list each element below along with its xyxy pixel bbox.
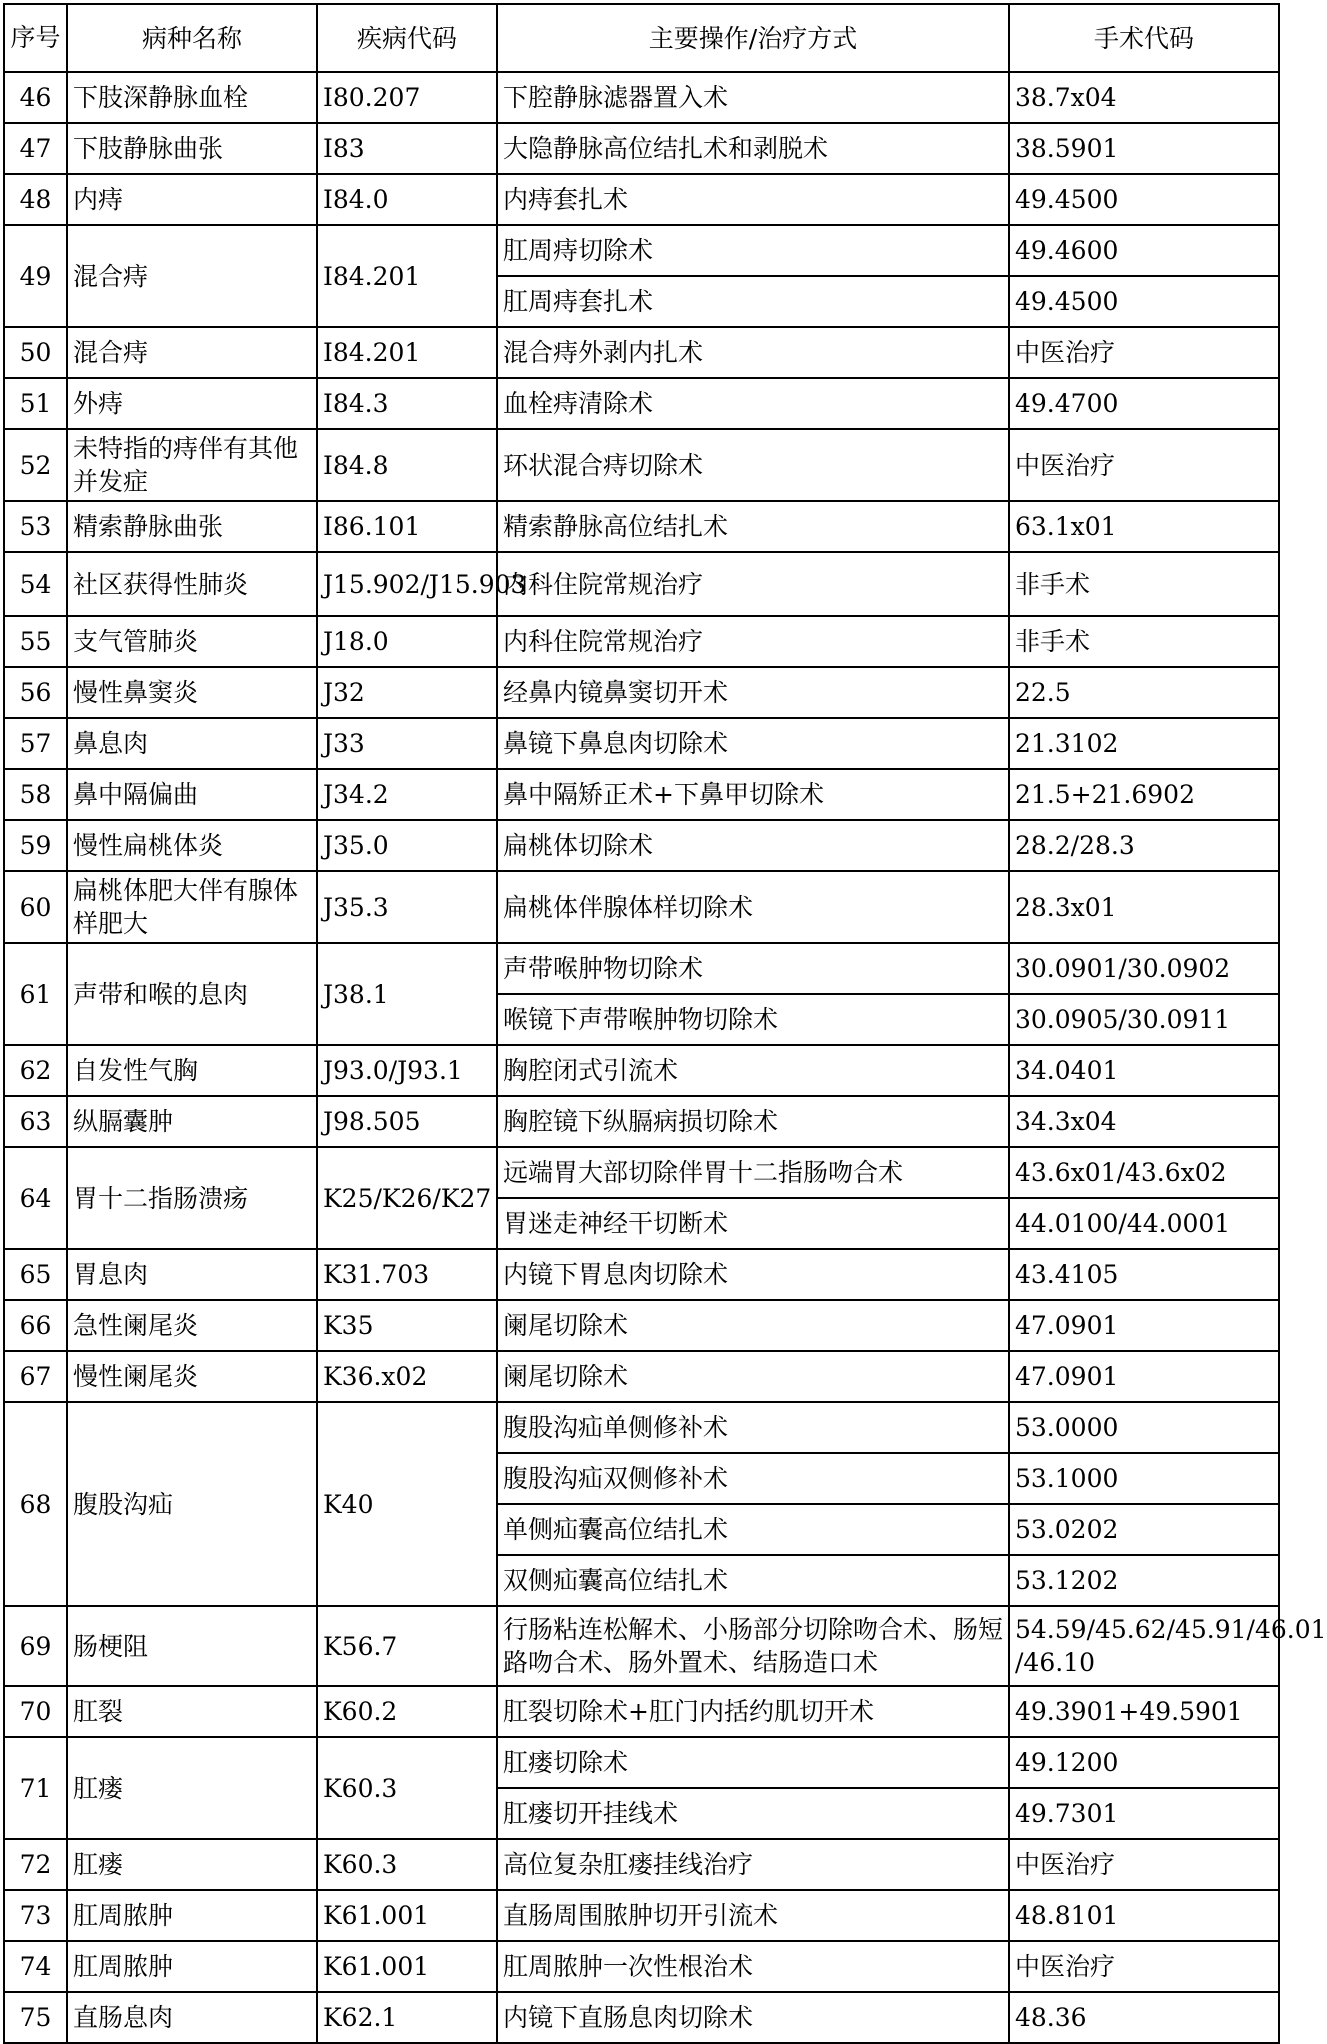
header-disease-name: 病种名称 xyxy=(67,4,317,72)
operation-code: 28.2/28.3 xyxy=(1009,820,1279,871)
procedure-method: 直肠周围脓肿切开引流术 xyxy=(497,1890,1009,1941)
operation-code: 47.0901 xyxy=(1009,1351,1279,1402)
disease-name: 自发性气胸 xyxy=(67,1045,317,1096)
procedure-method: 阑尾切除术 xyxy=(497,1300,1009,1351)
procedure-method: 鼻中隔矫正术+下鼻甲切除术 xyxy=(497,769,1009,820)
disease-name: 混合痔 xyxy=(67,327,317,378)
procedure-method: 声带喉肿物切除术 xyxy=(497,943,1009,994)
disease-code: K56.7 xyxy=(317,1606,497,1686)
procedure-method: 扁桃体伴腺体样切除术 xyxy=(497,871,1009,943)
table-row xyxy=(4,123,1279,174)
disease-name: 胃十二指肠溃疡 xyxy=(67,1147,317,1249)
table-row xyxy=(4,1941,1279,1992)
operation-code: 53.1000 xyxy=(1009,1453,1279,1504)
disease-code: J35.3 xyxy=(317,871,497,943)
disease-name: 扁桃体肥大伴有腺体样肥大 xyxy=(67,871,317,943)
operation-code: 中医治疗 xyxy=(1009,1839,1279,1890)
disease-name: 声带和喉的息肉 xyxy=(67,943,317,1045)
operation-code: 49.4500 xyxy=(1009,276,1279,327)
procedure-method: 血栓痔清除术 xyxy=(497,378,1009,429)
disease-name: 精索静脉曲张 xyxy=(67,501,317,552)
table-row xyxy=(4,769,1279,820)
row-number: 49 xyxy=(4,225,67,327)
procedure-method: 肛瘘切除术 xyxy=(497,1737,1009,1788)
row-number: 66 xyxy=(4,1300,67,1351)
operation-code: 中医治疗 xyxy=(1009,1941,1279,1992)
disease-code: J34.2 xyxy=(317,769,497,820)
operation-code: 21.3102 xyxy=(1009,718,1279,769)
table-row xyxy=(4,1096,1279,1147)
row-number: 67 xyxy=(4,1351,67,1402)
disease-code: J93.0/J93.1 xyxy=(317,1045,497,1096)
procedure-method: 扁桃体切除术 xyxy=(497,820,1009,871)
disease-procedure-table xyxy=(3,3,1327,2044)
table-row xyxy=(4,1839,1279,1890)
disease-name: 肛周脓肿 xyxy=(67,1890,317,1941)
procedure-method: 胃迷走神经干切断术 xyxy=(497,1198,1009,1249)
operation-code: 中医治疗 xyxy=(1009,327,1279,378)
operation-code: 38.5901 xyxy=(1009,123,1279,174)
procedure-method: 内科住院常规治疗 xyxy=(497,552,1009,616)
operation-code: 49.4500 xyxy=(1009,174,1279,225)
table-row xyxy=(4,552,1279,616)
table-row xyxy=(4,72,1279,123)
procedure-method: 远端胃大部切除伴胃十二指肠吻合术 xyxy=(497,1147,1009,1198)
disease-name: 腹股沟疝 xyxy=(67,1402,317,1606)
disease-name: 鼻中隔偏曲 xyxy=(67,769,317,820)
row-number: 65 xyxy=(4,1249,67,1300)
table-row xyxy=(4,1992,1279,2043)
procedure-method: 内科住院常规治疗 xyxy=(497,616,1009,667)
row-number: 54 xyxy=(4,552,67,616)
table-row xyxy=(4,943,1279,994)
disease-name: 支气管肺炎 xyxy=(67,616,317,667)
disease-name: 鼻息肉 xyxy=(67,718,317,769)
disease-name: 急性阑尾炎 xyxy=(67,1300,317,1351)
procedure-method: 胸腔闭式引流术 xyxy=(497,1045,1009,1096)
operation-code: 30.0901/30.0902 xyxy=(1009,943,1279,994)
disease-name: 下肢深静脉血栓 xyxy=(67,72,317,123)
table-row xyxy=(4,820,1279,871)
table-row xyxy=(4,1737,1279,1788)
operation-code: 53.0202 xyxy=(1009,1504,1279,1555)
row-number: 46 xyxy=(4,72,67,123)
row-number: 75 xyxy=(4,1992,67,2043)
row-number: 61 xyxy=(4,943,67,1045)
disease-code: J15.902/J15.903 xyxy=(317,552,497,616)
disease-code: K61.001 xyxy=(317,1890,497,1941)
disease-name: 慢性扁桃体炎 xyxy=(67,820,317,871)
procedure-method: 鼻镜下鼻息肉切除术 xyxy=(497,718,1009,769)
table-row xyxy=(4,1686,1279,1737)
table-row xyxy=(4,429,1279,501)
operation-code: 63.1x01 xyxy=(1009,501,1279,552)
operation-code: 47.0901 xyxy=(1009,1300,1279,1351)
procedure-method: 经鼻内镜鼻窦切开术 xyxy=(497,667,1009,718)
disease-code: I80.207 xyxy=(317,72,497,123)
procedure-method: 单侧疝囊高位结扎术 xyxy=(497,1504,1009,1555)
row-number: 47 xyxy=(4,123,67,174)
disease-code: K35 xyxy=(317,1300,497,1351)
procedure-method: 阑尾切除术 xyxy=(497,1351,1009,1402)
operation-code: 54.59/45.62/45.91/46.01 /46.10 xyxy=(1009,1606,1279,1686)
operation-code: 34.3x04 xyxy=(1009,1096,1279,1147)
operation-code: 30.0905/30.0911 xyxy=(1009,994,1279,1045)
disease-name: 肠梗阻 xyxy=(67,1606,317,1686)
row-number: 53 xyxy=(4,501,67,552)
row-number: 58 xyxy=(4,769,67,820)
disease-code: I83 xyxy=(317,123,497,174)
row-number: 72 xyxy=(4,1839,67,1890)
header-no: 序号 xyxy=(4,4,67,72)
procedure-method: 肛周痔切除术 xyxy=(497,225,1009,276)
table-row xyxy=(4,174,1279,225)
procedure-method: 腹股沟疝双侧修补术 xyxy=(497,1453,1009,1504)
header-row xyxy=(4,4,1279,72)
row-number: 59 xyxy=(4,820,67,871)
table-row xyxy=(4,667,1279,718)
row-number: 71 xyxy=(4,1737,67,1839)
disease-code: I84.0 xyxy=(317,174,497,225)
table-row xyxy=(4,225,1279,276)
operation-code: 49.7301 xyxy=(1009,1788,1279,1839)
disease-name: 肛周脓肿 xyxy=(67,1941,317,1992)
operation-code: 38.7x04 xyxy=(1009,72,1279,123)
operation-code: 53.1202 xyxy=(1009,1555,1279,1606)
row-number: 68 xyxy=(4,1402,67,1606)
procedure-method: 大隐静脉高位结扎术和剥脱术 xyxy=(497,123,1009,174)
disease-code: J32 xyxy=(317,667,497,718)
table-row xyxy=(4,501,1279,552)
disease-name: 混合痔 xyxy=(67,225,317,327)
row-number: 73 xyxy=(4,1890,67,1941)
operation-code: 44.0100/44.0001 xyxy=(1009,1198,1279,1249)
row-number: 50 xyxy=(4,327,67,378)
operation-code: 49.4600 xyxy=(1009,225,1279,276)
operation-code: 48.8101 xyxy=(1009,1890,1279,1941)
operation-code: 22.5 xyxy=(1009,667,1279,718)
row-number: 70 xyxy=(4,1686,67,1737)
disease-name: 肛瘘 xyxy=(67,1839,317,1890)
procedure-method: 腹股沟疝单侧修补术 xyxy=(497,1402,1009,1453)
disease-code: J18.0 xyxy=(317,616,497,667)
procedure-method: 双侧疝囊高位结扎术 xyxy=(497,1555,1009,1606)
operation-code: 非手术 xyxy=(1009,616,1279,667)
header-disease-code: 疾病代码 xyxy=(317,4,497,72)
table-row xyxy=(4,1890,1279,1941)
disease-code: K60.3 xyxy=(317,1839,497,1890)
operation-code: 48.36 xyxy=(1009,1992,1279,2043)
disease-name: 外痔 xyxy=(67,378,317,429)
procedure-method: 环状混合痔切除术 xyxy=(497,429,1009,501)
disease-code: J35.0 xyxy=(317,820,497,871)
row-number: 52 xyxy=(4,429,67,501)
header-procedure: 主要操作/治疗方式 xyxy=(497,4,1009,72)
row-number: 57 xyxy=(4,718,67,769)
disease-code: K40 xyxy=(317,1402,497,1606)
table-row xyxy=(4,378,1279,429)
procedure-method: 肛裂切除术+肛门内括约肌切开术 xyxy=(497,1686,1009,1737)
operation-code: 49.4700 xyxy=(1009,378,1279,429)
disease-name: 纵膈囊肿 xyxy=(67,1096,317,1147)
procedure-method: 肛周脓肿一次性根治术 xyxy=(497,1941,1009,1992)
disease-name: 未特指的痔伴有其他并发症 xyxy=(67,429,317,501)
disease-code: K60.3 xyxy=(317,1737,497,1839)
row-number: 64 xyxy=(4,1147,67,1249)
operation-code: 21.5+21.6902 xyxy=(1009,769,1279,820)
row-number: 63 xyxy=(4,1096,67,1147)
row-number: 48 xyxy=(4,174,67,225)
disease-code: I86.101 xyxy=(317,501,497,552)
disease-name: 慢性鼻窦炎 xyxy=(67,667,317,718)
table-row xyxy=(4,616,1279,667)
row-number: 60 xyxy=(4,871,67,943)
procedure-method: 下腔静脉滤器置入术 xyxy=(497,72,1009,123)
procedure-method: 肛瘘切开挂线术 xyxy=(497,1788,1009,1839)
disease-code: J33 xyxy=(317,718,497,769)
operation-code: 28.3x01 xyxy=(1009,871,1279,943)
procedure-method: 高位复杂肛瘘挂线治疗 xyxy=(497,1839,1009,1890)
row-number: 51 xyxy=(4,378,67,429)
disease-code: K61.001 xyxy=(317,1941,497,1992)
row-number: 56 xyxy=(4,667,67,718)
table-row xyxy=(4,327,1279,378)
table-row xyxy=(4,1606,1279,1686)
procedure-method: 胸腔镜下纵膈病损切除术 xyxy=(497,1096,1009,1147)
row-number: 55 xyxy=(4,616,67,667)
procedure-method: 内痔套扎术 xyxy=(497,174,1009,225)
procedure-method: 内镜下胃息肉切除术 xyxy=(497,1249,1009,1300)
procedure-method: 精索静脉高位结扎术 xyxy=(497,501,1009,552)
disease-code: I84.201 xyxy=(317,327,497,378)
row-number: 69 xyxy=(4,1606,67,1686)
disease-name: 胃息肉 xyxy=(67,1249,317,1300)
header-operation-code: 手术代码 xyxy=(1009,4,1279,72)
operation-code: 34.0401 xyxy=(1009,1045,1279,1096)
operation-code: 49.1200 xyxy=(1009,1737,1279,1788)
disease-name: 直肠息肉 xyxy=(67,1992,317,2043)
table-row xyxy=(4,1351,1279,1402)
table-row xyxy=(4,871,1279,943)
procedure-method: 喉镜下声带喉肿物切除术 xyxy=(497,994,1009,1045)
row-number: 62 xyxy=(4,1045,67,1096)
operation-code: 53.0000 xyxy=(1009,1402,1279,1453)
disease-code: J98.505 xyxy=(317,1096,497,1147)
disease-name: 社区获得性肺炎 xyxy=(67,552,317,616)
operation-code: 中医治疗 xyxy=(1009,429,1279,501)
disease-name: 内痔 xyxy=(67,174,317,225)
disease-code: K36.x02 xyxy=(317,1351,497,1402)
disease-name: 下肢静脉曲张 xyxy=(67,123,317,174)
disease-code: I84.3 xyxy=(317,378,497,429)
procedure-method: 内镜下直肠息肉切除术 xyxy=(497,1992,1009,2043)
table-row xyxy=(4,1147,1279,1198)
operation-code: 43.6x01/43.6x02 xyxy=(1009,1147,1279,1198)
procedure-method: 行肠粘连松解术、小肠部分切除吻合术、肠短路吻合术、肠外置术、结肠造口术 xyxy=(497,1606,1009,1686)
disease-code: I84.8 xyxy=(317,429,497,501)
table-row xyxy=(4,718,1279,769)
row-number: 74 xyxy=(4,1941,67,1992)
operation-code: 43.4105 xyxy=(1009,1249,1279,1300)
procedure-method: 肛周痔套扎术 xyxy=(497,276,1009,327)
disease-code: J38.1 xyxy=(317,943,497,1045)
disease-name: 慢性阑尾炎 xyxy=(67,1351,317,1402)
disease-code: K25/K26/K27 xyxy=(317,1147,497,1249)
disease-code: K31.703 xyxy=(317,1249,497,1300)
table-row xyxy=(4,1045,1279,1096)
disease-code: I84.201 xyxy=(317,225,497,327)
disease-name: 肛裂 xyxy=(67,1686,317,1737)
disease-code: K60.2 xyxy=(317,1686,497,1737)
disease-name: 肛瘘 xyxy=(67,1737,317,1839)
operation-code: 49.3901+49.5901 xyxy=(1009,1686,1279,1737)
disease-code: K62.1 xyxy=(317,1992,497,2043)
table-row xyxy=(4,1300,1279,1351)
operation-code: 非手术 xyxy=(1009,552,1279,616)
procedure-method: 混合痔外剥内扎术 xyxy=(497,327,1009,378)
table-row xyxy=(4,1249,1279,1300)
table-row xyxy=(4,1402,1279,1453)
